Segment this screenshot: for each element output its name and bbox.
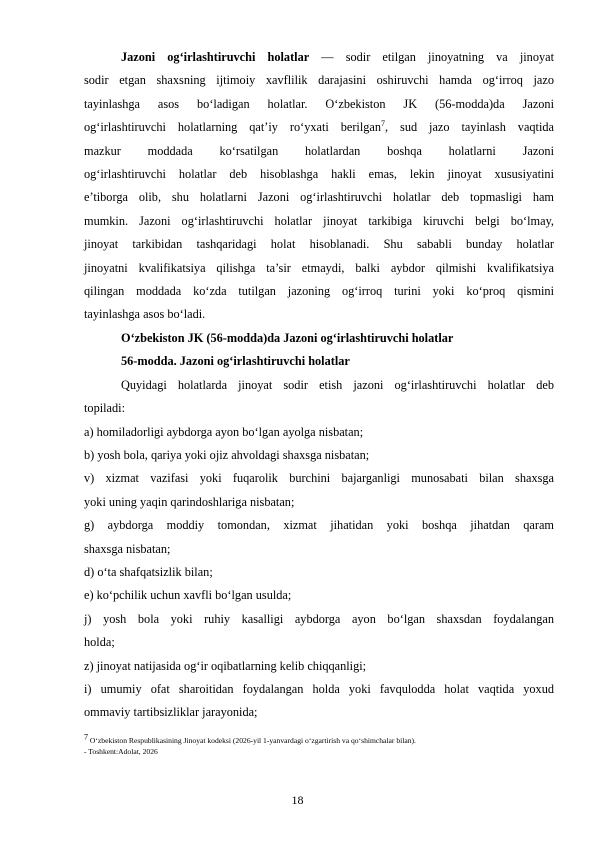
list-item-v: v) xizmat vazifasi yoki fuqarolik burchini bajarganligi munosabati bilan shaxsga yoki uning yaqin qarindoshlariga nisbatan; <box>84 471 554 509</box>
list-item-z: z) jinoyat natijasida og‘ir oqibatlarning kelib chiqqanligi; <box>84 658 367 673</box>
footnote-ref: 7 <box>381 119 386 129</box>
bold-term: Jazoni og‘irlashtiruvchi holatlar <box>121 50 310 64</box>
footnote-number: 7 <box>84 732 88 742</box>
page-body <box>84 46 554 725</box>
footnote <box>84 732 554 757</box>
page-number: 18 <box>291 793 304 807</box>
paragraph-definition: Jazoni og‘irlashtiruvchi holatlar — sodir etilgan jinoyatning va jinoyat sodir etgan shaxsning ijtimoiy xavflilik darajasini oshiruvchi hamda og‘irroq jazo tayinlashga asos bo‘ladigan holatlar. O‘zbekiston JK (56-modda)da Jazoni og‘irlashtiruvchi holatlarning qat’iy ro‘yxati berilgan$^7$, sud jazo tayinlash vaqtida mazkur moddada ko‘rsatilgan holatlardan boshqa holatlarni Jazoni og‘irlashtiruvchi holatlar deb hisoblashga hakli emas, lekin jinoyat xususiyatini e’tiborga olib, shu holatlarni Jazoni og‘irlashtiruvchi holatlar deb topmasligi ham mumkin. Jazoni og‘irlashtiruvchi holatlar jinoyat tarkibiga kiruvchi belgi bo‘lmay, jinoyat tarkibidan tashqaridagi holat hisoblanadi. Shu sababli bunday holatlar jinoyatni kvalifikatsiya qilishga ta’sir etmaydi, balki aybdor qilmishi kvalifikatsiya qilingan moddada ko‘zda tutilgan jazoning og‘irroq turini yoki ko‘proq qismini tayinlashga asos bo‘ladi. <box>84 50 555 322</box>
list-item-j: j) yosh bola yoki ruhiy kasalligi aybdorga ayon bo‘lgan shaxsdan foydalangan holda; <box>84 611 554 650</box>
list-item-a: a) homiladorligi aybdorga ayon bo‘lgan ayolga nisbatan; <box>84 424 364 439</box>
list-item <box>84 444 554 467</box>
list-item <box>84 584 554 607</box>
intro-paragraph: Quyidagi holatlarda jinoyat sodir etish jazoni og‘irlashtiruvchi holatlar deb topiladi: <box>84 377 554 416</box>
heading-article-56: 56-modda. Jazoni og‘irlashtiruvchi holatlar <box>121 354 350 369</box>
list-item-d: d) o‘ta shafqatsizlik bilan; <box>84 564 213 579</box>
list-item-i: i) umumiy ofat sharoitidan foydalangan holda yoki favqulodda holat vaqtida yoxud ommaviy tartibsizliklar jarayonida; <box>84 681 554 720</box>
heading-article-context: O‘zbekiston JK (56-modda)da Jazoni og‘irlashtiruvchi holatlar <box>121 330 454 345</box>
list-item-g: g) aybdorga moddiy tomondan, xizmat jihatidan yoki boshqa jihatdan qaram shaxsga nisbatan; <box>84 518 554 556</box>
list-item <box>84 561 554 584</box>
footnote-text: O‘zbekiston Respublikasining Jinoyat kodeksi (2026-yil 1-yanvardagi o‘zgartirish va qo‘shimchalar bilan). <box>88 736 416 745</box>
list-item-b: b) yosh bola, qariya yoki ojiz ahvoldagi shaxsga nisbatan; <box>84 447 370 462</box>
list-item <box>84 655 554 678</box>
list-item <box>84 421 554 444</box>
list-item-e: e) ko‘pchilik uchun xavfli bo‘lgan usulda; <box>84 588 292 603</box>
footnote-publisher: - Toshkent:Adolat, 2026 <box>84 747 158 756</box>
